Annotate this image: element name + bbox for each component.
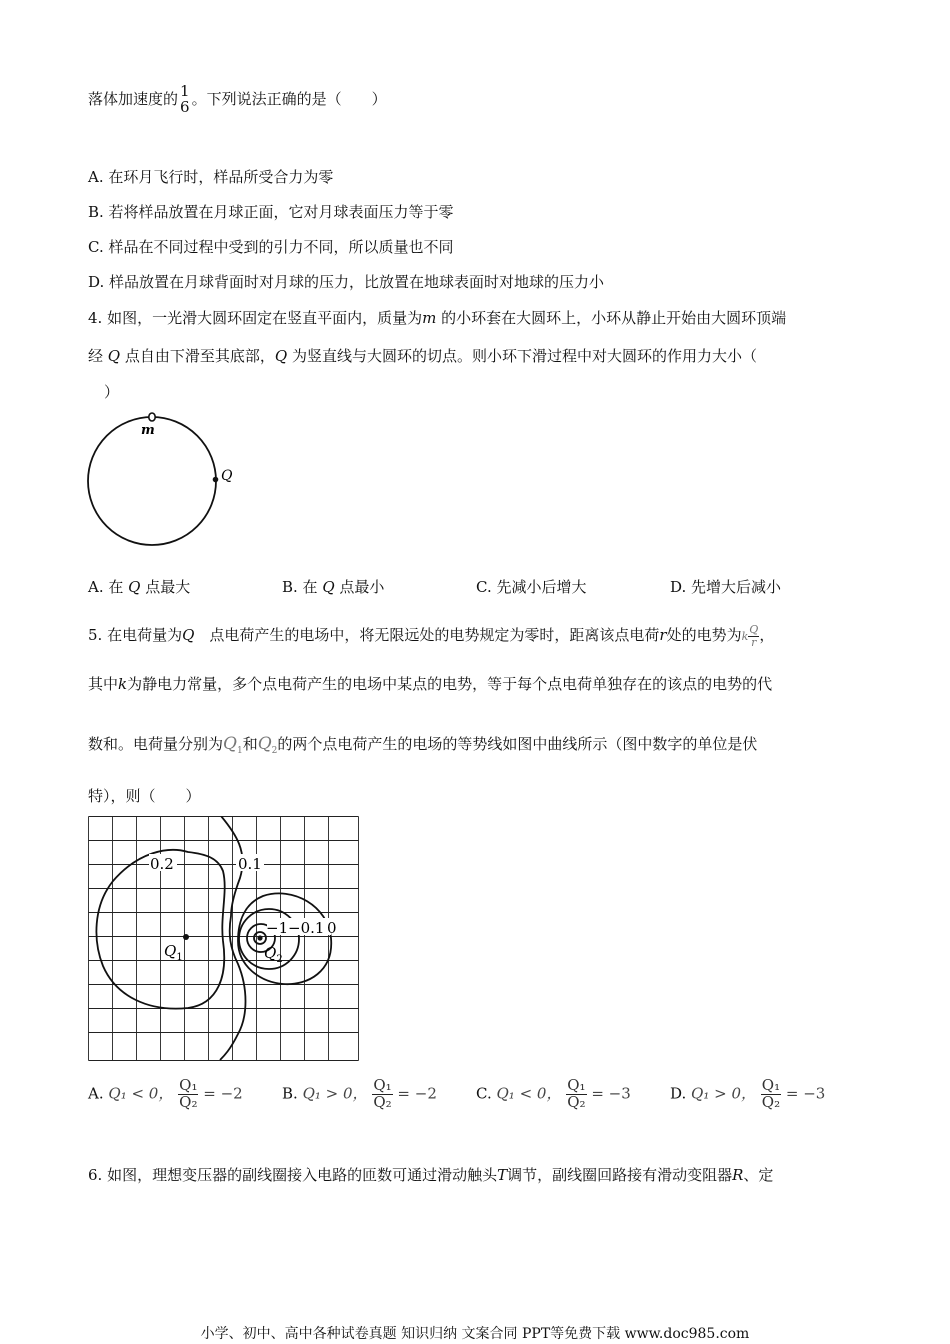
q5-opt-c-rhs: = −3 (591, 1084, 631, 1103)
q5-line2 (88, 673, 772, 694)
label-0.1: 0.1 (238, 855, 262, 873)
q6-line1 (88, 1164, 773, 1185)
small-ring (149, 413, 155, 421)
point-q-dot (213, 477, 219, 483)
q4-line1-a: 4. 如图，一光滑大圆环固定在竖直平面内，质量为 (88, 309, 423, 327)
q5-opt-d-rhs: = −3 (785, 1084, 826, 1103)
q5-l3-q1: Q (223, 734, 237, 754)
q3-option-a: A. 在环月飞行时，样品所受合力为零 (88, 168, 334, 186)
q6-a: 6. 如图，理想变压器的副线圈接入电路的匝数可通过滑动触头 (88, 1166, 498, 1184)
q5-option-b (282, 1078, 437, 1111)
q5-opt-a-letter: A. (88, 1084, 104, 1103)
kfrac-den: r (751, 635, 757, 649)
q5-opt-d-letter: D. (670, 1084, 687, 1103)
q5-l2-a: 其中 (88, 675, 119, 693)
label-q1 (164, 942, 183, 963)
label-minus-0.1: −0.1 (288, 919, 325, 937)
q5-opt-d-num: Q₁ (761, 1076, 781, 1094)
label-q1-sub: 1 (176, 952, 183, 963)
q4-opt-c-prefix: C. 先减小后增大 (476, 578, 587, 596)
q5-opt-b-num: Q₁ (373, 1076, 392, 1094)
q5-opt-b-rhs: = −2 (397, 1084, 437, 1103)
q4-option-c (476, 576, 586, 597)
q6-c: 、定 (743, 1166, 774, 1184)
q4-line2-b: 点自由下滑至其底部， (120, 347, 275, 365)
q4-line2-a: 经 (88, 347, 108, 365)
label-m: m (141, 423, 155, 438)
q4-opt-a-var: Q (128, 578, 141, 596)
q5-opt-a-num: Q₁ (179, 1076, 198, 1094)
q5-opt-c-letter: C. (476, 1084, 492, 1103)
q3-option-c: C. 样品在不同过程中受到的引力不同，所以质量也不同 (88, 238, 454, 256)
q5-opt-a-fraction (178, 1078, 198, 1111)
q3-option-d: D. 样品放置在月球背面时对月球的压力，比放置在地球表面时对地球的压力小 (88, 273, 605, 291)
charge-q2-dot (257, 935, 262, 940)
q6-t: T (497, 1166, 508, 1184)
q5-l3-c: 的两个点电荷产生的电场的等势线如图中曲线所示（图中数字的单位是伏 (277, 735, 758, 753)
q5-opt-c-den: Q₂ (567, 1092, 586, 1111)
q5-opt-d-fraction (761, 1078, 781, 1111)
q3-stem (88, 84, 387, 116)
q6-b: 调节，副线圈回路接有滑动变阻器 (507, 1166, 733, 1184)
q3-stem-after: 。下列说法正确的是（ ） (191, 89, 387, 108)
q3-option-b: B. 若将样品放置在月球正面，它对月球表面压力等于零 (88, 203, 454, 221)
q5-opt-c-cond: Q₁ < 0， (496, 1084, 562, 1103)
q5-opt-d-den: Q₂ (761, 1092, 781, 1111)
label-q1-letter: Q (164, 942, 177, 960)
q5-l1-q: Q (182, 626, 195, 645)
q4-var-q-2: Q (274, 347, 288, 365)
equipotential-figure (88, 816, 360, 1062)
q5-l3-sub2: 2 (271, 746, 278, 756)
q4-line2-c: 为竖直线与大圆环的切点。则小环下滑过程中对大圆环的作用力大小（ (287, 347, 757, 365)
kfrac-num: Q (749, 623, 759, 636)
q5-opt-b-den: Q₂ (373, 1092, 392, 1111)
q4-line3: ） (104, 383, 120, 401)
q6-r: R (732, 1166, 744, 1184)
q5-opt-c-num: Q₁ (567, 1076, 586, 1094)
label-minus-1: −1 (266, 919, 289, 937)
q5-opt-a-cond: Q₁ < 0， (108, 1084, 174, 1103)
label-0: 0 (327, 919, 337, 937)
q5-l3-sub1: 1 (236, 746, 243, 756)
q5-l1-r: r (659, 626, 667, 645)
label-0.2: 0.2 (150, 855, 174, 873)
kq-over-r-fraction (748, 624, 759, 648)
label-q2-letter: Q (264, 944, 277, 962)
page-footer: 小学、初中、高中各种试卷真题 知识归纳 文案合同 PPT等免费下载 www.doc985.com (200, 1326, 750, 1342)
q4-option-d (670, 576, 781, 597)
frac-den: 6 (180, 97, 190, 116)
q4-opt-b-prefix: B. 在 (282, 578, 323, 596)
q5-opt-b-cond: Q₁ > 0， (302, 1084, 368, 1103)
q5-line4: 特），则（ ） (88, 787, 201, 805)
q4-opt-b-var: Q (322, 578, 335, 596)
q4-opt-d-prefix: D. 先增大后减小 (670, 578, 782, 596)
q5-l3-b: 和 (242, 735, 258, 753)
q4-option-b (282, 576, 384, 597)
q4-opt-a-suffix: 点最大 (140, 578, 191, 596)
q5-opt-d-cond: Q₁ > 0， (691, 1084, 757, 1103)
q5-l1-d: ， (759, 626, 775, 645)
q5-opt-a-den: Q₂ (179, 1092, 198, 1111)
q5-l2-b: 为静电力常量，多个点电荷产生的电场中某点的电势，等于每个点电荷单独存在的该点的电势的代 (127, 675, 773, 693)
label-q2-sub: 2 (276, 954, 283, 965)
q5-option-d (670, 1078, 825, 1111)
q5-line3 (88, 733, 757, 756)
q5-l3-a: 数和。电荷量分别为 (88, 735, 224, 753)
q4-var-m: m (422, 309, 437, 327)
q5-opt-a-rhs: = −2 (203, 1084, 243, 1103)
label-q: Q (221, 468, 233, 484)
q5-l1-c: 处的电势为 (666, 626, 742, 645)
frac-num: 1 (180, 82, 190, 100)
q5-line1 (88, 624, 774, 648)
q4-line2 (88, 345, 757, 366)
q5-option-a (88, 1078, 243, 1111)
q5-opt-b-fraction (372, 1078, 392, 1111)
q5-l1-a: 5. 在电荷量为 (88, 626, 183, 645)
label-q2 (264, 944, 283, 965)
equipotential-0 (238, 893, 331, 984)
q4-option-a (88, 576, 190, 597)
q4-line1-b: 的小环套在大圆环上，小环从静止开始由大圆环顶端 (436, 309, 787, 327)
q4-var-q: Q (107, 347, 121, 365)
q5-l1-b: 点电荷产生的电场中，将无限远处的电势规定为零时，距离该点电荷 (194, 626, 660, 645)
q5-opt-b-letter: B. (282, 1084, 298, 1103)
q4-opt-b-suffix: 点最小 (334, 578, 385, 596)
charge-q1-dot (183, 934, 189, 940)
q4-ring-figure (80, 405, 260, 555)
q5-k: k (741, 630, 749, 644)
q4-opt-a-prefix: A. 在 (88, 578, 129, 596)
q5-option-c (476, 1078, 631, 1111)
q5-opt-c-fraction (566, 1078, 586, 1111)
one-sixth-fraction (179, 84, 191, 116)
q4-line1 (88, 307, 786, 328)
q5-l3-q2: Q (257, 734, 272, 754)
q5-l2-k: k (118, 675, 128, 693)
q3-stem-before: 落体加速度的 (88, 89, 179, 108)
